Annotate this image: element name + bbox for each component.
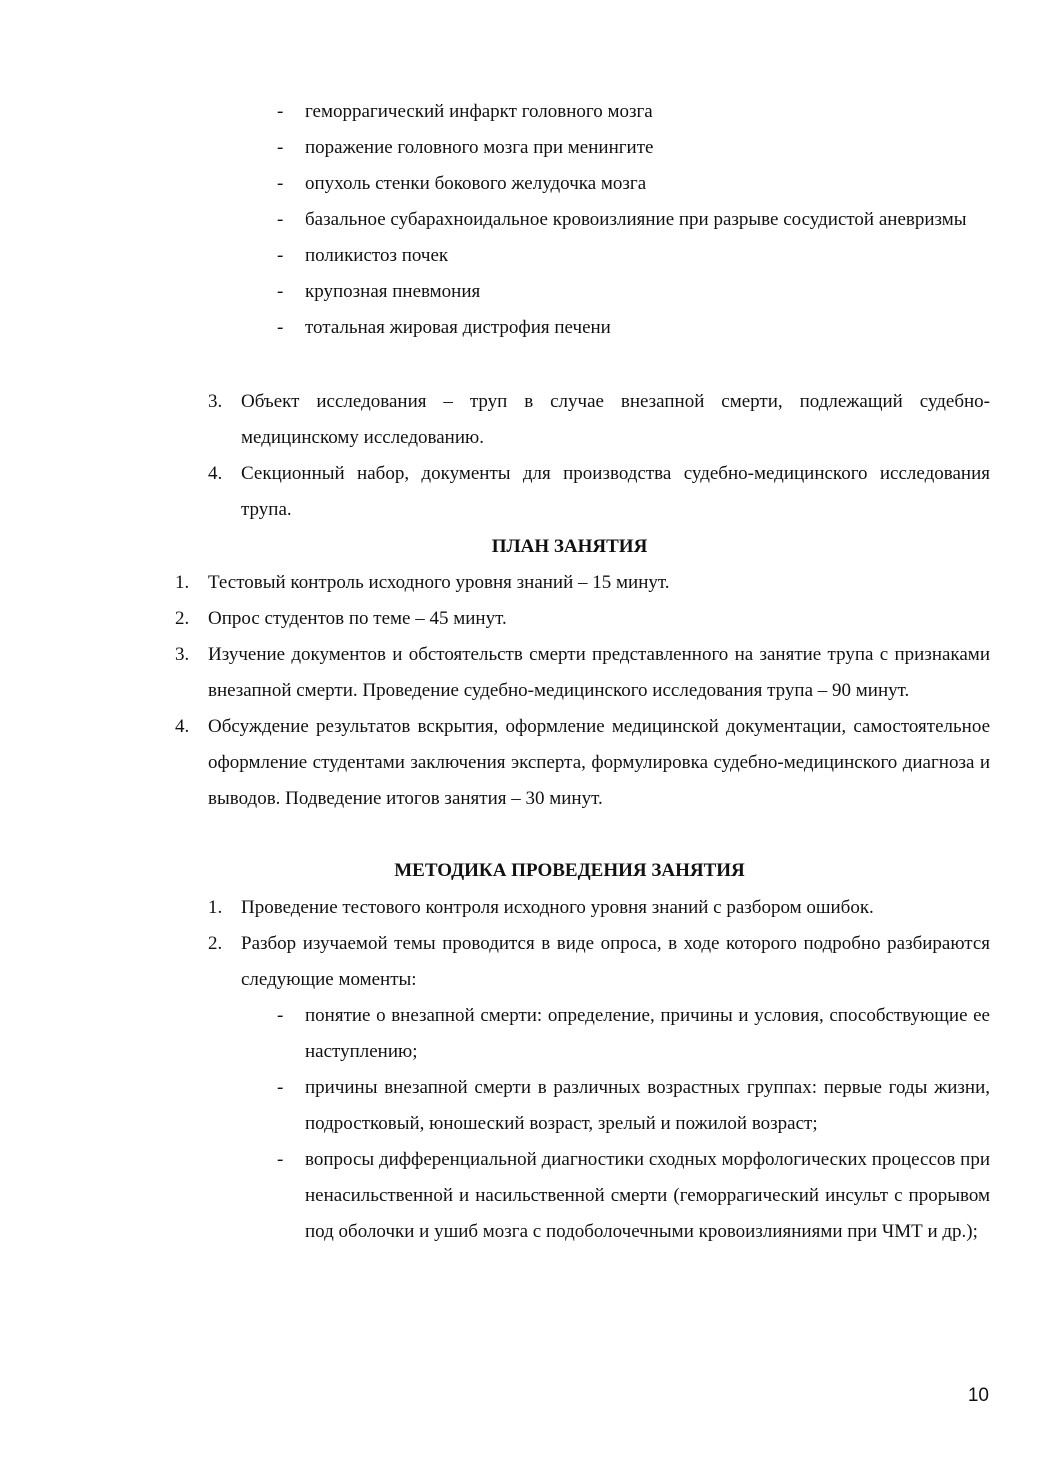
list-item-text: поражение головного мозга при менингите <box>305 137 654 158</box>
list-item-text: Опрос студентов по теме – 45 минут. <box>208 608 507 629</box>
list-item <box>175 637 990 709</box>
dash-marker: - <box>277 317 284 338</box>
list-item <box>208 384 990 456</box>
list-item-text: Тестовый контроль исходного уровня знаний – 15 минут. <box>208 572 670 593</box>
section-heading-text: МЕТОДИКА ПРОВЕДЕНИЯ ЗАНЯТИЯ <box>394 860 745 881</box>
plan-list <box>175 565 990 817</box>
dash-marker: - <box>277 1149 284 1170</box>
list-item <box>272 998 990 1070</box>
list-item <box>272 94 990 130</box>
list-item-text: опухоль стенки бокового желудочка мозга <box>305 173 647 194</box>
section-heading-text: ПЛАН ЗАНЯТИЯ <box>491 536 648 557</box>
dash-marker: - <box>277 209 284 230</box>
list-item <box>272 274 990 310</box>
dash-marker: - <box>277 137 284 158</box>
list-item <box>208 890 990 926</box>
list-item <box>272 130 990 166</box>
item-number: 2. <box>208 933 223 954</box>
list-item-text: вопросы дифференциальной диагностики сходных морфологических процессов при ненасильственной и насильственной смерти (геморрагический инсульт с прорывом под оболочки и ушиб мозга с подоболочечными кровоизлияниями при ЧМТ и др.); <box>305 1149 990 1242</box>
dash-marker: - <box>277 1077 284 1098</box>
page-number: 10 <box>967 1385 989 1406</box>
dash-marker: - <box>277 1005 284 1026</box>
list-item <box>272 310 990 346</box>
method-list <box>208 890 990 998</box>
list-item <box>272 166 990 202</box>
list-item-text: Секционный набор, документы для производства судебно-медицинского исследования трупа. <box>241 463 990 520</box>
list-item-text: базальное субарахноидальное кровоизлияние при разрыве сосудистой аневризмы <box>305 209 967 230</box>
list-item-text: Разбор изучаемой темы проводится в виде опроса, в ходе которого подробно разбираются следующие моменты: <box>241 933 990 990</box>
materials-list <box>208 384 990 528</box>
item-number: 4. <box>208 463 223 484</box>
section-heading-method <box>100 853 1039 889</box>
dash-list-top <box>272 94 990 346</box>
dash-list-method <box>272 998 990 1250</box>
list-item-text: тотальная жировая дистрофия печени <box>305 317 611 338</box>
list-item-text: Проведение тестового контроля исходного уровня знаний с разбором ошибок. <box>241 897 874 918</box>
dash-marker: - <box>277 281 284 302</box>
item-number: 1. <box>175 572 190 593</box>
list-item-text: крупозная пневмония <box>305 281 481 302</box>
list-item-text: Объект исследования – труп в случае внезапной смерти, подлежащий судебно-медицинскому исследованию. <box>241 391 990 448</box>
list-item <box>208 456 990 528</box>
list-item-text: геморрагический инфаркт головного мозга <box>305 101 653 122</box>
list-item-text: Изучение документов и обстоятельств смерти представленного на занятие трупа с признаками внезапной смерти. Проведение судебно-медицинского исследования трупа – 90 минут. <box>208 644 990 701</box>
item-number: 2. <box>175 608 190 629</box>
list-item <box>272 1070 990 1142</box>
list-item-text: понятие о внезапной смерти: определение, причины и условия, способствующие ее наступлению; <box>305 1005 990 1062</box>
list-item <box>272 238 990 274</box>
list-item-text: Обсуждение результатов вскрытия, оформление медицинской документации, самостоятельное оформление студентами заключения эксперта, формулировка судебно-медицинского диагноза и выводов. Подведение итогов занятия – 30 минут. <box>208 716 990 809</box>
section-heading-plan <box>100 529 1039 565</box>
list-item-text: поликистоз почек <box>305 245 449 266</box>
list-item <box>175 565 990 601</box>
item-number: 3. <box>208 391 223 412</box>
list-item <box>208 926 990 998</box>
item-number: 3. <box>175 644 190 665</box>
item-number: 4. <box>175 716 190 737</box>
list-item <box>175 601 990 637</box>
list-item <box>272 202 990 238</box>
dash-marker: - <box>277 101 284 122</box>
item-number: 1. <box>208 897 223 918</box>
dash-marker: - <box>277 245 284 266</box>
dash-marker: - <box>277 173 284 194</box>
list-item <box>175 709 990 817</box>
list-item <box>272 1142 990 1250</box>
list-item-text: причины внезапной смерти в различных возрастных группах: первые годы жизни, подростковый, юношеский возраст, зрелый и пожилой возраст; <box>305 1077 990 1134</box>
